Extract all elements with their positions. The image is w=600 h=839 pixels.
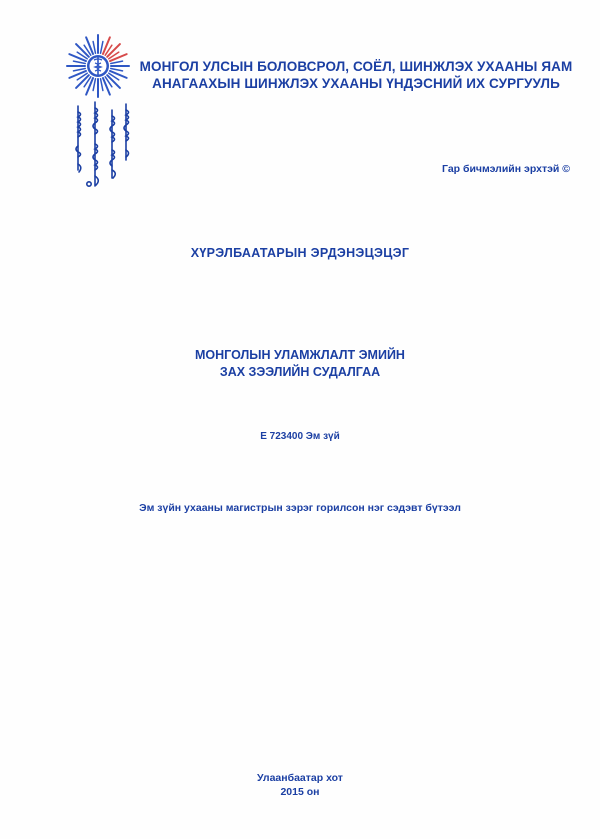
ministry-name: МОНГОЛ УЛСЫН БОЛОВСРОЛ, СОЁЛ, ШИНЖЛЭХ УХААНЫ ЯАМ xyxy=(139,59,573,74)
place: Улаанбаатар хот xyxy=(257,772,343,784)
thesis-title xyxy=(0,347,600,381)
thesis-title-line-2: ЗАХ ЗЭЭЛИЙН СУДАЛГАА xyxy=(219,365,381,379)
ministry-header xyxy=(136,58,576,92)
university-emblem-icon xyxy=(66,34,130,98)
author-name: ХҮРЭЛБААТАРЫН ЭРДЭНЭЦЭЦЭГ xyxy=(190,246,410,260)
specialty-code: Е 723400 Эм зүй xyxy=(260,431,340,442)
thesis-title-line-1: МОНГОЛЫН УЛАМЖЛАЛТ ЭМИЙН xyxy=(195,348,405,362)
degree-statement: Эм зүйн ухааны магистрын зэрэг горилсон нэг сэдэвт бүтээл xyxy=(139,502,461,514)
university-name: АНАГААХЫН ШИНЖЛЭХ УХААНЫ ҮНДЭСНИЙ ИХ СУРГУУЛЬ xyxy=(152,76,560,91)
place-and-year xyxy=(0,771,600,799)
mongolian-script-text xyxy=(68,100,132,192)
copyright-notice: Гар бичмэлийн эрхтэй © xyxy=(442,163,570,175)
year: 2015 он xyxy=(280,786,320,798)
